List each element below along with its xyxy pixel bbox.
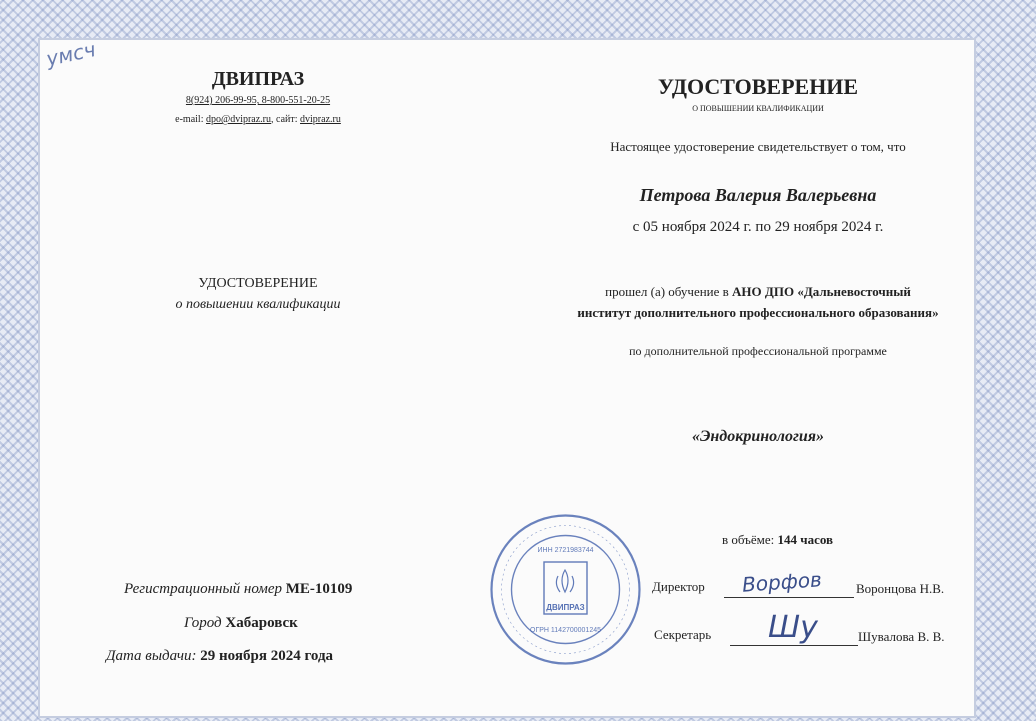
reg-value: ME-10109 bbox=[285, 581, 353, 597]
person-name: Петрова Валерия Валерьевна bbox=[639, 185, 877, 205]
official-seal-stamp bbox=[488, 512, 643, 667]
email-label: e-mail: bbox=[175, 114, 206, 125]
volume bbox=[722, 532, 833, 548]
volume-label: в объёме: bbox=[722, 532, 775, 547]
org-contacts bbox=[158, 114, 358, 125]
trained-line bbox=[538, 284, 978, 300]
secretary-label: Секретарь bbox=[654, 627, 712, 642]
secretary-signature: Шу bbox=[768, 610, 818, 645]
program-label: по дополнительной профессиональной программе bbox=[629, 344, 887, 358]
reg-number bbox=[124, 581, 352, 598]
stamp-inn: ИНН 2721983744 bbox=[537, 547, 594, 554]
corner-handwritten-note: умсч bbox=[44, 37, 98, 71]
issue-date bbox=[106, 648, 333, 665]
certifies-text: Настоящее удостоверение свидетельствует о том, что bbox=[610, 139, 906, 154]
secretary-signature-line bbox=[730, 645, 858, 646]
city-label: Город bbox=[184, 615, 222, 631]
stamp-logo-text: ДВИПРАЗ bbox=[546, 603, 585, 612]
volume-value: 144 часов bbox=[777, 532, 834, 547]
date-value: 29 ноября 2024 года bbox=[200, 648, 334, 664]
institution-line-1: АНО ДПО «Дальневосточный bbox=[732, 284, 911, 299]
stamp-ogrn: ОГРН 1142700001245 bbox=[530, 627, 601, 634]
left-doc-title: УДОСТОВЕРЕНИЕ bbox=[198, 276, 318, 291]
trained-prefix: прошел (а) обучение в bbox=[605, 284, 729, 299]
cert-title: УДОСТОВЕРЕНИЕ bbox=[657, 74, 859, 99]
org-phones: 8(924) 206-99-95, 8-800-551-20-25 bbox=[185, 95, 331, 106]
director-label: Директор bbox=[652, 579, 705, 594]
site-label: , сайт: bbox=[271, 114, 301, 125]
program-name: «Эндокринология» bbox=[692, 428, 824, 445]
director-signature: Ворфов bbox=[741, 567, 823, 597]
director-signature-line bbox=[724, 597, 854, 598]
city bbox=[184, 615, 298, 632]
city-value: Хабаровск bbox=[225, 615, 298, 631]
org-name: ДВИПРАЗ bbox=[211, 68, 305, 90]
director-name: Воронцова Н.В. bbox=[856, 581, 945, 596]
cert-subtitle: О ПОВЫШЕНИИ КВАЛИФИКАЦИИ bbox=[692, 104, 824, 113]
institution-line-2: институт дополнительного профессионального образования» bbox=[577, 305, 939, 320]
left-doc-subtitle: о повышении квалификации bbox=[175, 297, 341, 312]
date-label: Дата выдачи: bbox=[106, 648, 197, 664]
site-link[interactable]: dvipraz.ru bbox=[300, 114, 341, 125]
email-link[interactable]: dpo@dvipraz.ru bbox=[205, 114, 272, 125]
study-period: с 05 ноября 2024 г. по 29 ноября 2024 г. bbox=[632, 219, 884, 235]
reg-label: Регистрационный номер bbox=[124, 581, 283, 597]
secretary-name: Шувалова В. В. bbox=[858, 629, 945, 644]
